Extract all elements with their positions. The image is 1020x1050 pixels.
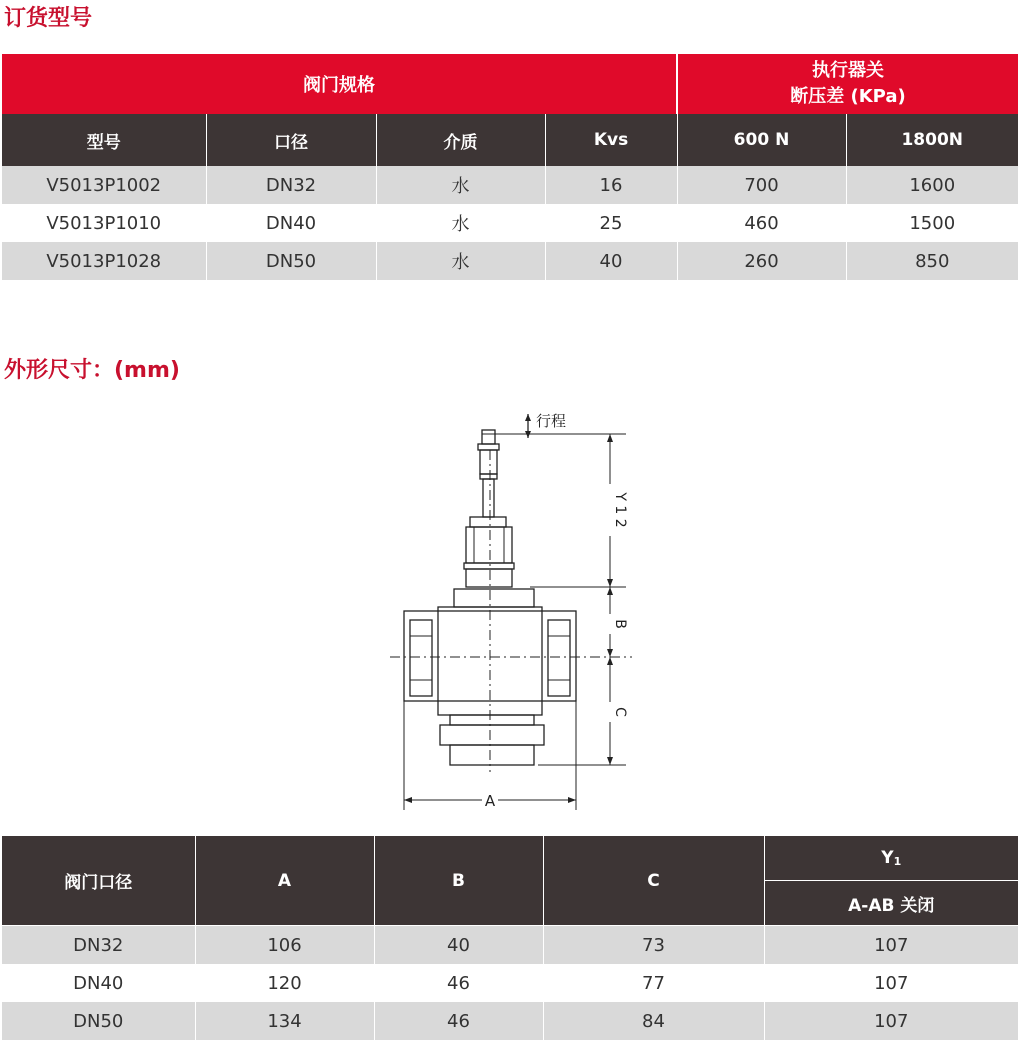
bonnet-base xyxy=(466,569,512,587)
cell-b: 40 xyxy=(374,926,543,965)
dimension-arrow xyxy=(607,757,613,765)
cell-kvs: 16 xyxy=(545,166,677,204)
left-port-thread xyxy=(410,620,432,696)
dimension-arrow xyxy=(404,797,412,803)
valve-spec-header: 阀门规格 xyxy=(2,54,677,114)
col-header-b: B xyxy=(374,836,543,926)
cell-valve-size: DN40 xyxy=(2,964,195,1002)
cell-model: V5013P1010 xyxy=(2,204,206,242)
stem-cap xyxy=(482,430,495,444)
stroke-label: 行程 xyxy=(536,412,567,430)
stem-coupling xyxy=(480,450,497,474)
dimension-label-b: B xyxy=(612,619,628,629)
dimension-label-y: Y 1 2 xyxy=(612,492,628,528)
cell-b: 46 xyxy=(374,964,543,1002)
cell-y1: 107 xyxy=(764,964,1018,1002)
cell-a: 106 xyxy=(195,926,374,965)
cell-kvs: 40 xyxy=(545,242,677,280)
cell-size: DN50 xyxy=(206,242,376,280)
cell-medium: 水 xyxy=(376,242,545,280)
actuator-header-line2: 断压差 (KPa) xyxy=(790,86,906,107)
dimension-arrow xyxy=(607,579,613,587)
cell-c: 84 xyxy=(543,1002,764,1040)
bottom-port-pipe xyxy=(450,745,534,765)
col-header-valve-size: 阀门口径 xyxy=(2,836,195,926)
y-header-text: Y xyxy=(881,848,894,868)
gland-nut xyxy=(470,517,506,527)
body-shoulder xyxy=(454,589,534,607)
bottom-port-nut xyxy=(440,725,544,745)
order-title: 订货型号 xyxy=(4,6,93,31)
col-header-c: C xyxy=(543,836,764,926)
col-header-a: A xyxy=(195,836,374,926)
cell-c: 73 xyxy=(543,926,764,965)
cell-valve-size: DN50 xyxy=(2,1002,195,1040)
actuator-pressure-header xyxy=(677,54,1018,114)
dimension-arrow xyxy=(607,657,613,665)
cell-1800n: 1500 xyxy=(846,204,1018,242)
cell-b: 46 xyxy=(374,1002,543,1040)
stem-collar xyxy=(478,444,499,450)
cell-1800n: 850 xyxy=(846,242,1018,280)
col-header-600n: 600 N xyxy=(677,114,846,166)
bonnet xyxy=(466,527,512,563)
table-row xyxy=(2,204,1018,242)
cell-valve-size: DN32 xyxy=(2,926,195,965)
cell-medium: 水 xyxy=(376,166,545,204)
col-header-a-ab-closed: A-AB 关闭 xyxy=(764,881,1018,926)
bottom-port-neck xyxy=(450,715,534,725)
cell-c: 77 xyxy=(543,964,764,1002)
bonnet-flange xyxy=(464,563,514,569)
cell-y1: 107 xyxy=(764,1002,1018,1040)
y-header-subscript: 1 xyxy=(893,855,902,868)
valve-dimension-drawing xyxy=(370,400,650,820)
col-header-1800n: 1800N xyxy=(846,114,1018,166)
cell-model: V5013P1002 xyxy=(2,166,206,204)
cell-600n: 460 xyxy=(677,204,846,242)
cell-1800n: 1600 xyxy=(846,166,1018,204)
stem-coupling-ring xyxy=(480,474,497,479)
cell-y1: 107 xyxy=(764,926,1018,965)
col-header-kvs: Kvs xyxy=(545,114,677,166)
stroke-arrow-up xyxy=(525,414,531,421)
table-row xyxy=(2,166,1018,204)
col-header-model: 型号 xyxy=(2,114,206,166)
col-header-size: 口径 xyxy=(206,114,376,166)
order-table xyxy=(2,54,1018,280)
cell-kvs: 25 xyxy=(545,204,677,242)
cell-a: 120 xyxy=(195,964,374,1002)
col-header-y1 xyxy=(764,836,1018,881)
cell-medium: 水 xyxy=(376,204,545,242)
dimensions-table xyxy=(2,836,1018,1040)
table-row xyxy=(2,1002,1018,1040)
cell-size: DN40 xyxy=(206,204,376,242)
cell-model: V5013P1028 xyxy=(2,242,206,280)
right-port-thread xyxy=(548,620,570,696)
cell-size: DN32 xyxy=(206,166,376,204)
dimension-arrow xyxy=(607,434,613,442)
cell-600n: 260 xyxy=(677,242,846,280)
actuator-header-line1: 执行器关 xyxy=(812,60,884,81)
table-row xyxy=(2,926,1018,965)
dimension-label-c: C xyxy=(612,707,628,717)
dimension-label-a: A xyxy=(484,792,496,810)
cell-600n: 700 xyxy=(677,166,846,204)
cell-a: 134 xyxy=(195,1002,374,1040)
dimension-arrow xyxy=(607,587,613,595)
valve-stem xyxy=(483,479,494,517)
dimension-arrow xyxy=(607,649,613,657)
table-row xyxy=(2,242,1018,280)
dimension-arrow xyxy=(568,797,576,803)
col-header-medium: 介质 xyxy=(376,114,545,166)
table-row xyxy=(2,964,1018,1002)
dimensions-title: 外形尺寸：(mm) xyxy=(4,358,180,383)
